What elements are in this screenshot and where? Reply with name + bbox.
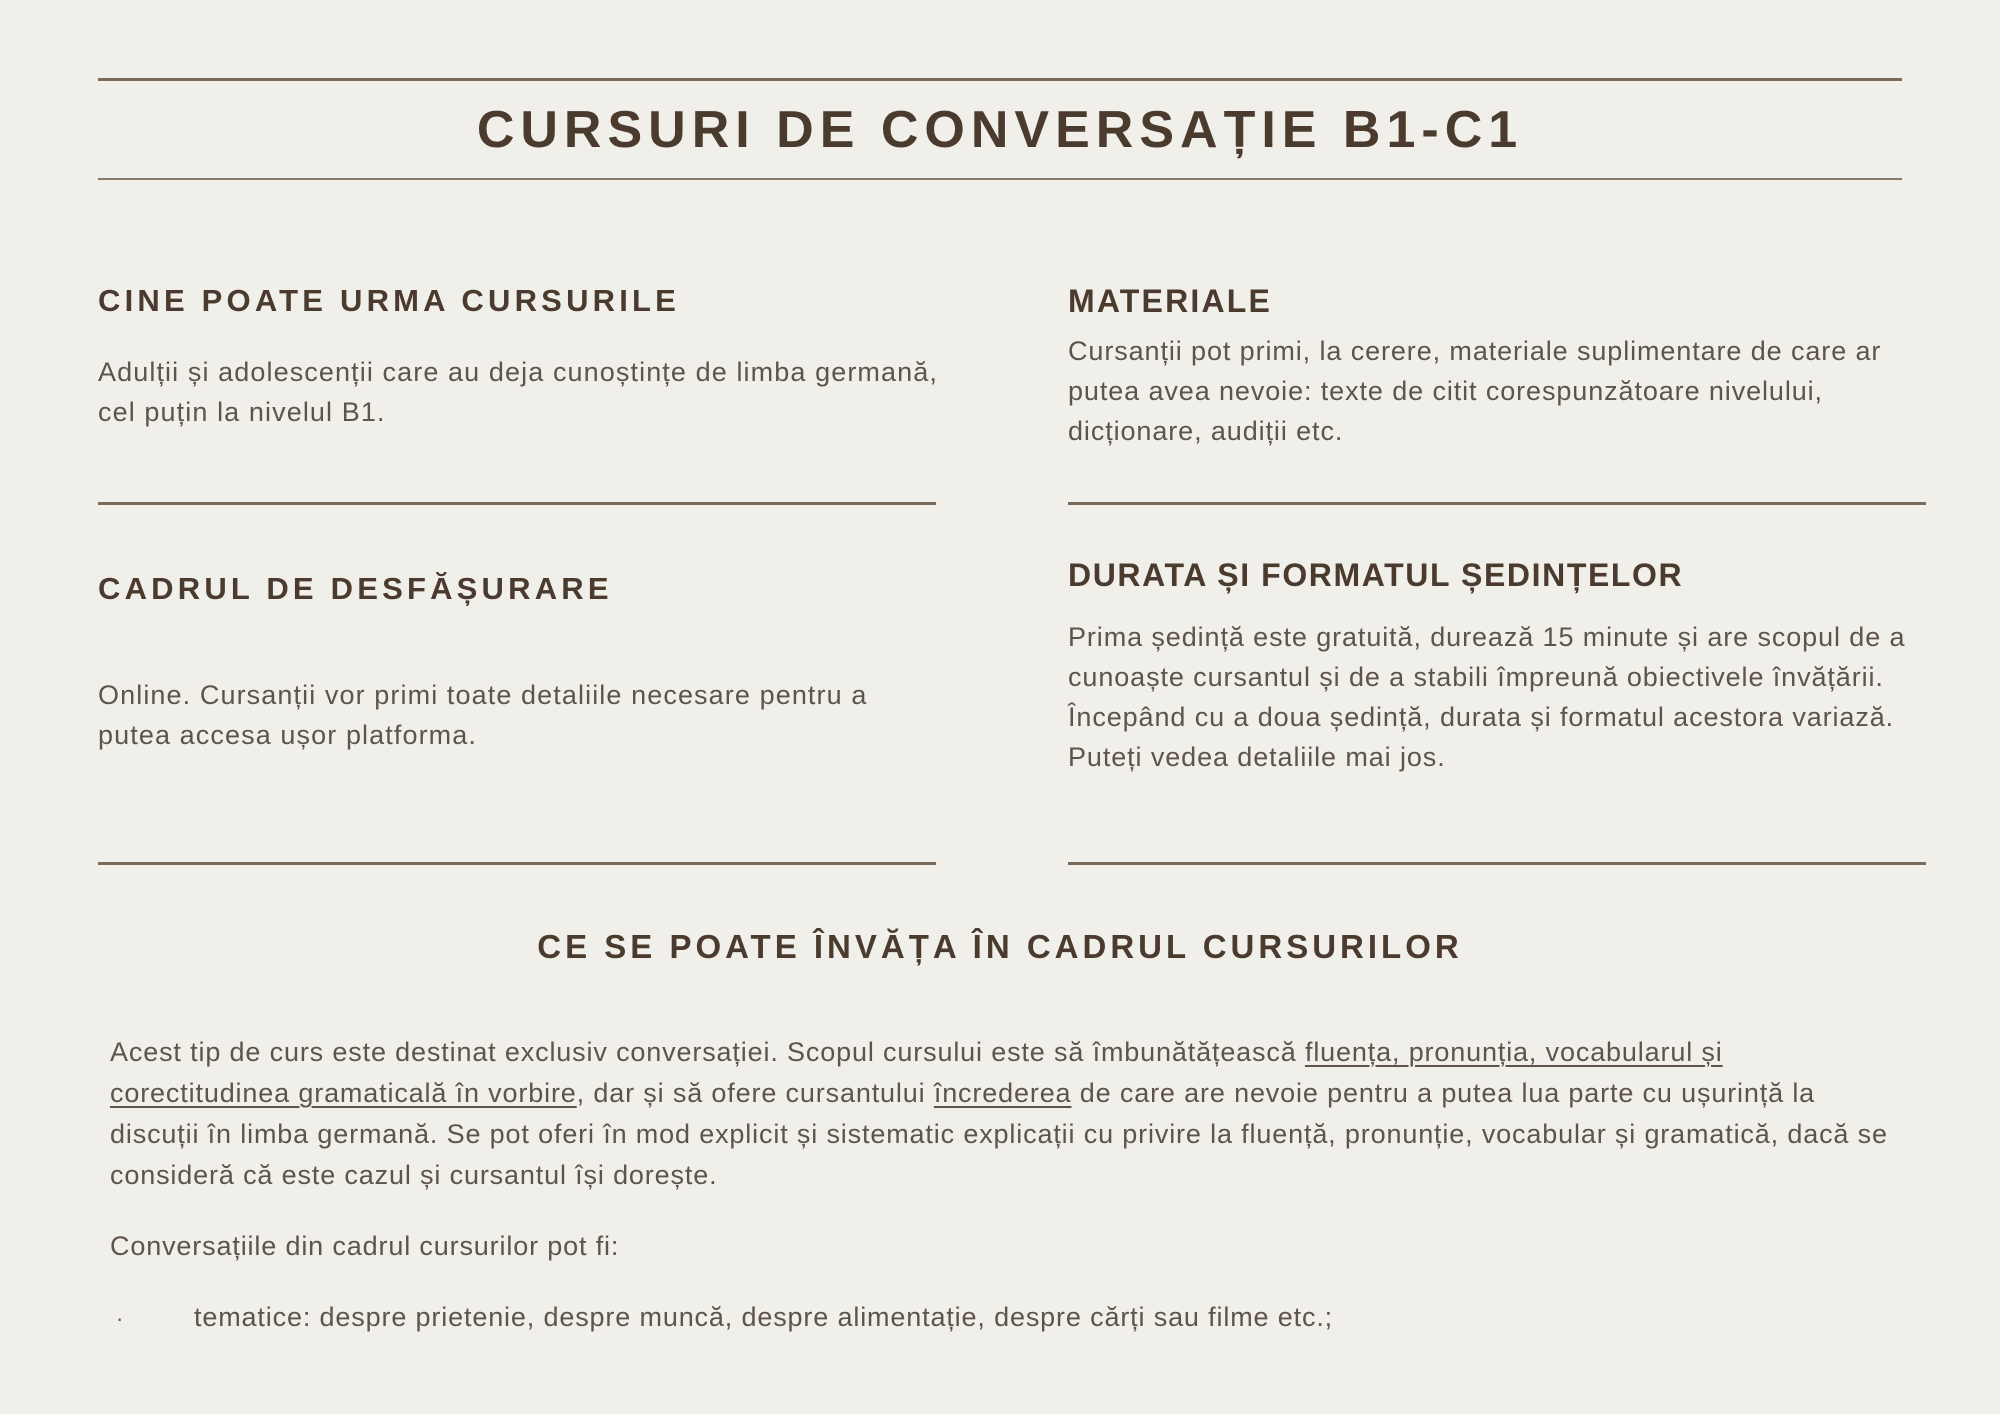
spacer: [1068, 320, 1926, 332]
spacer: [98, 319, 938, 353]
right-column-section-2-heading-wrap: [1068, 556, 1683, 594]
title-bottom-rule: [98, 178, 1902, 180]
paragraph-part-2: , dar și să ofere cursantului: [576, 1078, 934, 1109]
right-divider-2: [1068, 862, 1926, 865]
title-top-rule: [98, 78, 1902, 81]
heading-durata-si-formatul-sedintelor: DURATA ȘI FORMATUL ȘEDINȚELOR: [1068, 557, 1684, 593]
body-cadrul-de-desfasurare: Online. Cursanții vor primi toate detaliile necesare pentru a putea accesa ușor platforma.: [98, 680, 868, 750]
bullet-marker-icon: ·: [116, 1306, 125, 1332]
spacer: [110, 1267, 1910, 1297]
paragraph-course-description: [110, 1032, 1910, 1196]
right-column-section-1: [1068, 282, 1926, 452]
heading-cadrul-de-desfasurare: CADRUL DE DESFĂȘURARE: [98, 571, 613, 606]
left-divider-1: [98, 502, 936, 505]
paragraph-part-1: Acest tip de curs este destinat exclusiv conversației. Scopul cursului este să îmbunătățească: [110, 1037, 1305, 1067]
body-materiale: Cursanții pot primi, la cerere, materiale suplimentare de care ar putea avea nevoie: texte de citit corespunzătoare nivelului, dicționare, audiții etc.: [1068, 336, 1882, 447]
underlined-phrase-skills: fluența, pronunția, vocabularul și corectitudinea gramaticală în vorbire: [110, 1037, 1723, 1109]
left-column-section-1: [98, 282, 938, 433]
paragraph-conversations-intro: Conversațiile din cadrul cursurilor pot fi:: [110, 1231, 620, 1262]
paragraph-part-3: de care are nevoie pentru a putea lua parte cu ușurință la discuții în limba germană. Se pot oferi în mod explicit și sistematic explicații cu privire la fluență, pronunție, vocabular și gramatică, dacă se consideră că este cazul și cursantul își dorește.: [110, 1078, 1888, 1191]
left-divider-2: [98, 862, 936, 865]
right-divider-1: [1068, 502, 1926, 505]
list-item: [110, 1297, 1910, 1338]
heading-cine-poate-urma-cursurile: CINE POATE URMA CURSURILE: [98, 283, 681, 318]
list-item-label: tematice: despre prietenie, despre muncă, despre alimentație, despre cărți sau filme etc.;: [194, 1302, 1334, 1333]
body-durata-si-formatul-sedintelor: Prima ședință este gratuită, durează 15 minute și are scopul de a cunoaște cursantul și de a stabili împreună obiectivele învățării. Începând cu a doua ședință, durata și formatul acestora variază. Puteți vedea detaliile mai jos.: [1068, 622, 1906, 772]
title-block: [98, 78, 1902, 180]
page-title: CURSURI DE CONVERSAȚIE B1-C1: [476, 101, 1524, 159]
left-column-section-2-body-wrap: [98, 676, 918, 756]
underlined-phrase-confidence: încrederea: [933, 1078, 1072, 1109]
heading-materiale: MATERIALE: [1068, 283, 1273, 319]
body-cine-poate-urma-cursurile: Adulții și adolescenții care au deja cunoștințe de limba germană, cel puțin la nivelul B1.: [98, 357, 938, 428]
heading-ce-se-poate-invata: CE SE POATE ÎNVĂȚA ÎN CADRUL CURSURILOR: [537, 928, 1463, 965]
left-column-section-2-heading-wrap: [98, 570, 613, 607]
spacer: [110, 1196, 1910, 1226]
bottom-content: [110, 1032, 1910, 1338]
right-column-section-2-body-wrap: [1068, 618, 1948, 778]
